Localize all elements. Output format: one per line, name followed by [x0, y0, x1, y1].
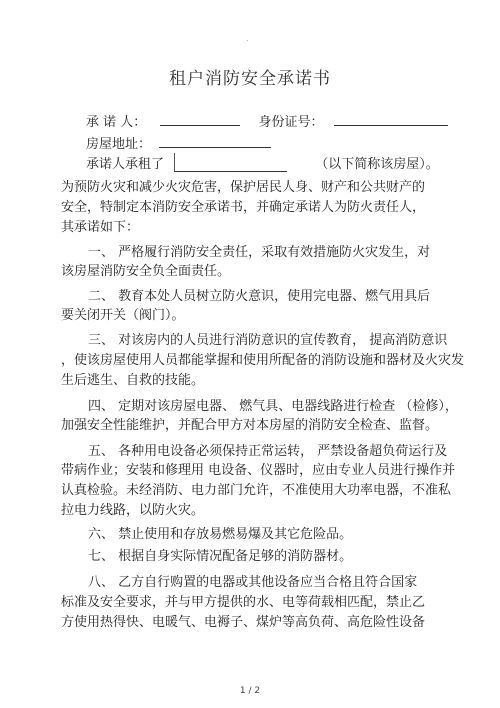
clause-3-line: 生后逃生、自救的技能。 — [61, 373, 205, 388]
clause-4-line: 四、 定期对该房屋电器、 燃气具、电器线路进行检查 （检修）， — [88, 399, 458, 414]
clause-3-line: 三、 对该房内的人员进行消防意识的宣传教育， 提高消防意识 — [88, 333, 448, 348]
page-title: 租户消防安全承诺书 — [169, 69, 331, 89]
id-label: 身份证号： — [258, 115, 324, 130]
clause-2-line: 二、 教育本处人员树立防火意识，使用完电器、燃气用具后 — [88, 289, 431, 304]
page-number: 1 / 2 — [239, 686, 261, 696]
clause-4-line: 加强安全性能维护，并配合甲方对本房屋的消防安全检查、监督。 — [61, 418, 439, 433]
address-label: 房屋地址： — [86, 137, 152, 152]
address-blank — [159, 135, 271, 148]
body-line: 安全，特制定本消防安全承诺书，并确定承诺人为防火责任人， — [61, 200, 426, 215]
clause-2-line: 要关闭开关（阀门）。 — [61, 308, 185, 323]
id-number-blank — [334, 113, 448, 126]
clause-5-line: 拉电力线路，以防火灾。 — [61, 503, 205, 518]
rented-row — [86, 153, 439, 172]
clause-3-line: ，使该房屋使用人员都能掌握和使用所配备的消防设施和器材及火灾发 — [61, 353, 465, 368]
promisor-label: 承 诺 人： — [86, 115, 147, 130]
clause-8-line: 方使用热得快、电暖气、电褥子、煤炉等高负荷、高危险性设备 — [61, 615, 426, 630]
body-line: 其承诺如下： — [61, 220, 140, 235]
address-row — [86, 133, 271, 152]
rented-suffix: （以下简称该房屋）。 — [315, 157, 439, 172]
clause-8-line: 八、 乙方自行购置的电器或其他设备应当合格且符合国家 — [88, 575, 418, 590]
clause-6-line: 六、 禁止使用和存放易燃易爆及其它危险品。 — [88, 527, 353, 542]
body-line: 为预防火灾和减少火灾危害，保护居民人身、财产和公共财产的 — [61, 180, 426, 195]
clause-5-line: 五、 各种用电设备必须保持正常运转， 严禁设备超负荷运行及 — [88, 444, 448, 459]
rented-label: 承诺人承租了 — [86, 157, 165, 172]
promisor-row — [86, 111, 448, 130]
clause-5-line: 带病作业；安装和修理用 电设备、仪器时，应由专业人员进行操作并 — [61, 463, 456, 478]
rented-blank — [174, 153, 287, 172]
clause-5-line: 认真检验。未经消防、电力部门允许，不准使用大功率电器，不准私 — [61, 483, 452, 498]
clause-1-line: 一、 严格履行消防安全责任，采取有效措施防火灾发生，对 — [88, 245, 431, 260]
clause-1-line: 该房屋消防安全负全面责任。 — [61, 264, 231, 279]
header-dot: . — [246, 34, 249, 43]
promisor-blank — [160, 113, 240, 126]
clause-8-line: 标准及安全要求，并与甲方提供的水、电等荷载相匹配，禁止乙 — [61, 595, 426, 610]
clause-7-line: 七、 根据自身实际情况配备足够的消防器材。 — [88, 549, 353, 564]
